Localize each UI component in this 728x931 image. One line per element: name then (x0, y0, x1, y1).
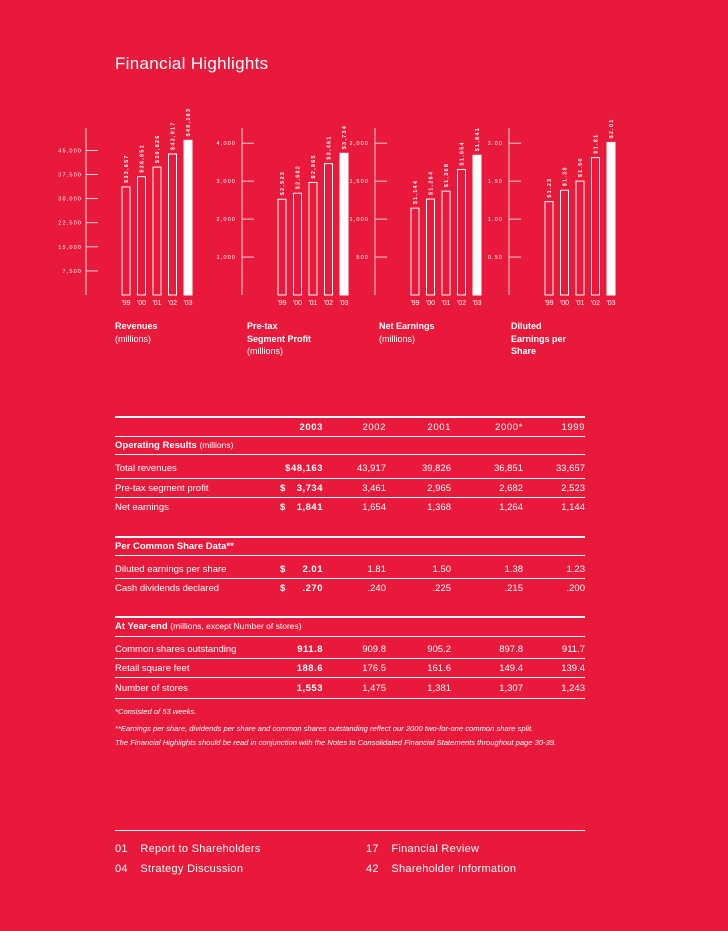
y-tick-label: 45,000 (58, 148, 82, 155)
bar-value-label: $1,368 (444, 162, 450, 188)
bar-value-label: $2,523 (280, 170, 286, 196)
bar (442, 191, 450, 295)
bar-value-label: $1.23 (547, 177, 553, 198)
cell-2001: .225 (432, 583, 451, 594)
row-label: Common shares outstanding (115, 644, 237, 655)
x-tick-label: '03 (339, 300, 349, 307)
cell-1999: 1.23 (566, 564, 585, 575)
y-tick-label: 2,000 (216, 217, 236, 224)
y-tick-label: 4,000 (216, 141, 236, 148)
cell-2000: 1,264 (499, 502, 523, 513)
cell-2003: 911.8 (297, 644, 323, 655)
y-tick-label: 7,500 (62, 268, 82, 275)
rule (115, 658, 585, 659)
cell-2003: 3,734 (296, 483, 323, 494)
page-number: 17 (366, 843, 379, 855)
dollar-sign: $ (280, 502, 286, 513)
row-label: Cash dividends declared (115, 583, 220, 594)
bar (122, 187, 130, 295)
cell-2003: 2.01 (302, 564, 323, 575)
cell-2002: 3,461 (362, 483, 386, 494)
bar (340, 153, 348, 295)
cell-2001: 905.2 (427, 644, 451, 655)
bar-value-label: $1.50 (578, 157, 584, 178)
x-tick-label: '02 (456, 300, 467, 307)
cell-2000: 36,851 (493, 463, 523, 474)
dollar-sign: $ (280, 583, 286, 594)
x-tick-label: '99 (544, 300, 554, 307)
bar-value-label: $2,682 (295, 164, 302, 190)
bar (458, 169, 466, 295)
bar-value-label: $48,163 (186, 107, 192, 137)
x-tick-label: '01 (441, 300, 451, 307)
cell-2003: .270 (302, 583, 323, 594)
cell-2002: 1,654 (362, 502, 386, 513)
section-rule (115, 536, 585, 538)
x-tick-label: '99 (410, 300, 420, 307)
y-tick-label: 3,000 (216, 179, 236, 186)
cell-1999: 139.4 (561, 663, 585, 674)
cell-2003: $48,163 (285, 463, 323, 474)
rule (115, 436, 585, 437)
footer-label: Report to Shareholders (140, 843, 261, 855)
caption-sub: (millions) (247, 346, 283, 356)
x-tick-label: '02 (590, 300, 601, 307)
x-tick-label: '99 (277, 300, 287, 307)
y-tick-label: 1,500 (349, 179, 369, 186)
table-row (115, 502, 585, 518)
cell-2001: 1,381 (427, 683, 451, 694)
cell-2002: 1.81 (367, 564, 386, 575)
section-title: Per Common Share Data** (115, 541, 234, 552)
cell-2003: 1,841 (296, 502, 323, 513)
cell-2002: 909.8 (362, 644, 386, 655)
x-tick-label: '03 (183, 300, 193, 307)
rule (115, 555, 585, 556)
cell-2000: 897.8 (499, 644, 523, 655)
bar-value-label: $2.01 (609, 118, 615, 139)
cell-1999: .200 (566, 583, 585, 594)
row-label: Total revenues (115, 463, 177, 474)
cell-2000: 1,307 (499, 683, 523, 694)
bar (184, 140, 192, 295)
bar-value-label: $33,657 (124, 154, 130, 183)
page-number: 42 (366, 863, 379, 875)
section-title: At Year-end (115, 621, 168, 632)
footnote-split: **Earnings per share, dividends per share and common shares outstanding reflect our 2000 two-for-one common share split. (115, 724, 534, 733)
bar-value-label: $3,461 (326, 135, 333, 160)
x-tick-label: '03 (472, 300, 482, 307)
x-tick-label: '02 (167, 300, 178, 307)
page-title: Financial Highlights (115, 54, 269, 73)
y-tick-label: 15,000 (58, 244, 82, 251)
footer-label: Strategy Discussion (140, 863, 244, 875)
bar (576, 181, 584, 295)
rule (115, 636, 585, 637)
x-tick-label: '00 (136, 300, 147, 307)
bar (325, 164, 333, 295)
cell-2003: 1,553 (296, 683, 323, 694)
cell-2001: 39,826 (421, 463, 451, 474)
caption-title: Revenues (115, 321, 158, 331)
cell-2000: 149.4 (499, 663, 523, 674)
cell-2002: 176.5 (362, 663, 386, 674)
cell-2002: .240 (367, 583, 386, 594)
section-operating-results (115, 440, 233, 451)
bar-value-label: $2,965 (311, 154, 317, 179)
cell-1999: 1,144 (561, 502, 585, 513)
row-label: Retail square feet (115, 663, 190, 674)
bar-value-label: $1,264 (428, 170, 435, 196)
bar (473, 155, 481, 295)
caption-title: Pre-tax (247, 321, 278, 331)
section-year-end (115, 621, 302, 632)
bar-value-label: $36,851 (139, 144, 146, 173)
x-tick-label: '02 (323, 300, 334, 307)
cell-2000: 2,682 (499, 483, 523, 494)
x-tick-label: '03 (606, 300, 616, 307)
year-col-2001: 2001 (427, 422, 451, 433)
table-bottom-rule (115, 698, 585, 699)
section-per-share (115, 541, 234, 552)
row-label: Diluted earnings per share (115, 564, 227, 575)
x-tick-label: '01 (308, 300, 318, 307)
bar-value-label: $39,826 (155, 134, 161, 164)
bar (592, 158, 600, 295)
caption-net-earnings (379, 320, 435, 345)
x-tick-label: '99 (121, 300, 131, 307)
section-subtitle: (millions) (199, 440, 234, 450)
section-title: Operating Results (115, 440, 197, 451)
year-col-1999: 1999 (561, 422, 585, 433)
bar (545, 202, 553, 295)
caption-title: Net Earnings (379, 321, 435, 331)
cell-2001: 1,368 (427, 502, 451, 513)
year-col-2002: 2002 (362, 422, 386, 433)
bar (309, 182, 317, 295)
bar-value-label: $1.81 (593, 133, 600, 154)
cell-2002: 43,917 (356, 463, 386, 474)
y-tick-label: 500 (356, 255, 369, 262)
y-tick-label: 0.50 (487, 255, 503, 262)
caption-revenues (115, 320, 158, 345)
page-number: 01 (115, 843, 128, 855)
footer-link-strategy[interactable] (115, 863, 243, 875)
caption-title: Diluted (511, 321, 542, 331)
bar-value-label: $1,841 (475, 126, 481, 152)
bar (294, 193, 302, 295)
cell-2003: 188.6 (296, 663, 323, 674)
x-tick-label: '00 (292, 300, 303, 307)
bar-value-label: $1,144 (413, 179, 419, 205)
dollar-sign: $ (280, 564, 286, 575)
bar (138, 177, 146, 295)
caption-title-3: Share (511, 346, 537, 356)
cell-1999: 911.7 (561, 644, 585, 655)
y-tick-label: 22,500 (58, 220, 82, 227)
caption-sub: (millions) (115, 333, 151, 344)
x-tick-label: '01 (152, 300, 162, 307)
footnote-53-weeks: *Consisted of 53 weeks. (115, 707, 197, 716)
year-col-2003: 2003 (299, 422, 323, 433)
highlights-charts (0, 0, 728, 320)
cell-1999: 2,523 (561, 483, 585, 494)
row-label: Pre-tax segment profit (115, 483, 209, 494)
caption-sub: (millions) (379, 333, 415, 344)
footer-link-financial-review[interactable] (366, 843, 479, 855)
y-tick-label: 2.00 (487, 141, 503, 148)
cell-2001: 161.6 (427, 663, 451, 674)
bar-value-label: $3,734 (342, 124, 348, 150)
x-tick-label: '01 (575, 300, 585, 307)
rule (115, 478, 585, 479)
row-label: Number of stores (115, 683, 188, 694)
dollar-sign: $ (280, 483, 286, 494)
bar (561, 190, 569, 295)
y-tick-label: 2,000 (349, 141, 369, 148)
row-label: Net earnings (115, 502, 169, 513)
footer-link-report[interactable] (115, 843, 261, 855)
caption-pretax (247, 320, 311, 358)
table-row (115, 683, 585, 699)
x-tick-label: '00 (559, 300, 570, 307)
section-subtitle: (millions, except Number of stores) (170, 621, 302, 631)
bar (411, 208, 419, 295)
cell-2000: 1.38 (504, 564, 523, 575)
y-tick-label: 1.50 (487, 179, 503, 186)
y-tick-label: 1,000 (349, 217, 369, 224)
bar (153, 167, 161, 295)
footnote-read-with-notes: The Financial Highlights should be read in conjunction with the Notes to Consolidated Financial Statements throughout page 30-39. (115, 738, 557, 747)
cell-2002: 1,475 (362, 683, 386, 694)
caption-title-2: Earnings per (511, 333, 567, 344)
caption-title-2: Segment Profit (247, 333, 312, 344)
bar-value-label: $43,917 (170, 121, 177, 150)
cell-2001: 2,965 (427, 483, 451, 494)
page-number: 04 (115, 863, 128, 875)
footer-rule (115, 830, 585, 831)
x-tick-label: '00 (425, 300, 436, 307)
table-row (115, 583, 585, 599)
cell-1999: 33,657 (555, 463, 585, 474)
table-row (115, 463, 585, 479)
year-col-2000: 2000* (495, 422, 523, 433)
rule (115, 497, 585, 498)
footer-label: Financial Review (391, 843, 480, 855)
bar (278, 199, 286, 295)
cell-2000: .215 (504, 583, 523, 594)
table-top-rule (115, 416, 585, 418)
section-rule (115, 616, 585, 618)
caption-eps (511, 320, 566, 358)
footer-label: Shareholder Information (391, 863, 517, 875)
y-tick-label: 37,500 (58, 172, 82, 179)
y-tick-label: 1.00 (487, 217, 503, 224)
bar (427, 199, 435, 295)
footer-link-shareholder-info[interactable] (366, 863, 516, 875)
cell-1999: 1,243 (561, 683, 585, 694)
bar-value-label: $1.38 (562, 166, 569, 187)
bar (169, 154, 177, 295)
bar (607, 142, 615, 295)
rule (115, 578, 585, 579)
y-tick-label: 1,000 (216, 255, 236, 262)
y-tick-label: 30,000 (58, 196, 82, 203)
bar-value-label: $1,654 (459, 141, 466, 166)
rule (115, 454, 585, 455)
cell-2001: 1.50 (432, 564, 451, 575)
rule (115, 677, 585, 678)
